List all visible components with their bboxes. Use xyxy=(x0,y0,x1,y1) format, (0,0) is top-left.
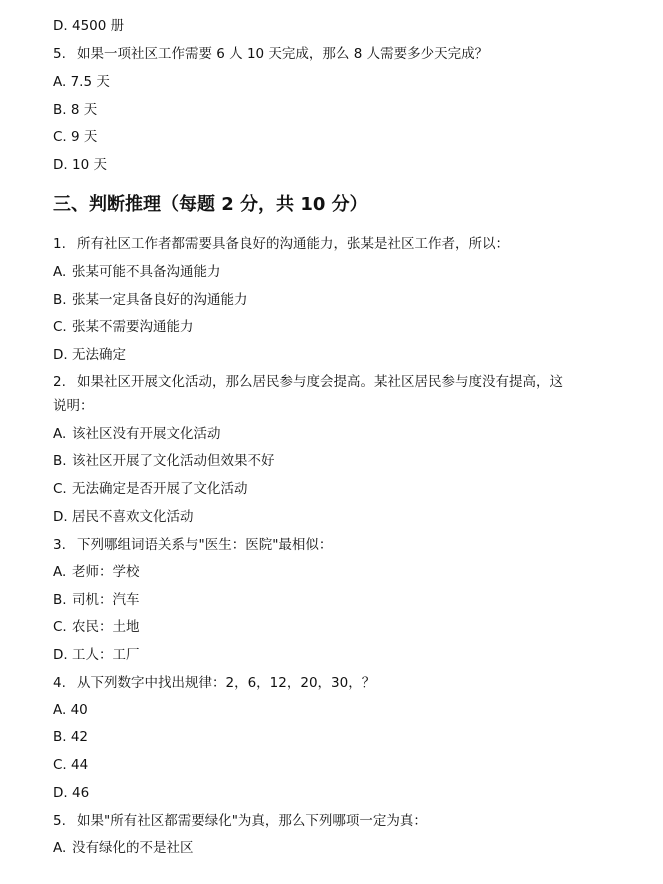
option-text: 居民不喜欢文化活动 xyxy=(72,509,194,525)
question-number: 3. xyxy=(53,537,66,553)
option-letter: A. xyxy=(53,264,67,280)
option-letter: B. xyxy=(53,592,67,608)
option-c xyxy=(53,480,248,498)
option-text: 张某不需要沟通能力 xyxy=(72,319,194,335)
option-text: 张某可能不具备沟通能力 xyxy=(72,264,221,280)
question-number: 1. xyxy=(53,236,66,252)
question-1 xyxy=(53,235,509,253)
option-a xyxy=(53,425,221,443)
option-text: 该社区开展了文化活动但效果不好 xyxy=(72,453,275,469)
question-5 xyxy=(53,45,488,63)
question-number: 5. xyxy=(53,813,66,829)
option-text: 司机：汽车 xyxy=(72,592,140,608)
option-d xyxy=(53,346,126,364)
option-text: 无法确定是否开展了文化活动 xyxy=(72,481,248,497)
option-d: D. 46 xyxy=(53,785,90,801)
question-text: 所有社区工作者都需要具备良好的沟通能力，张某是社区工作者，所以： xyxy=(77,236,509,252)
option-letter: C. xyxy=(53,619,67,635)
option-letter: C. xyxy=(53,319,67,335)
option-letter: B. xyxy=(53,453,67,469)
option-c xyxy=(53,618,140,636)
option-d xyxy=(53,646,140,664)
option-text: 该社区没有开展文化活动 xyxy=(72,426,221,442)
option-b: B. 42 xyxy=(53,729,89,745)
option-text: 老师：学校 xyxy=(72,564,140,580)
option-d: D. 10 天 xyxy=(53,157,107,173)
option-letter: B. xyxy=(53,292,67,308)
option-letter: D. xyxy=(53,347,68,363)
option-a xyxy=(53,263,221,281)
question-2-continuation: 说明： xyxy=(53,398,94,414)
option-text: 张某一定具备良好的沟通能力 xyxy=(72,292,248,308)
option-a: A. 7.5 天 xyxy=(53,74,110,90)
option-letter: A. xyxy=(53,840,67,856)
option-letter: C. xyxy=(53,481,67,497)
section-heading: 三、判断推理（每题 2 分，共 10 分） xyxy=(53,194,368,215)
option-b xyxy=(53,291,248,309)
question-text: 下列哪组词语关系与"医生：医院"最相似： xyxy=(77,537,333,553)
option-letter: A. xyxy=(53,564,67,580)
option-c xyxy=(53,318,194,336)
question-5 xyxy=(53,812,427,830)
question-text: 从下列数字中找出规律：2，6，12，20，30，？ xyxy=(77,675,376,691)
option-d xyxy=(53,508,194,526)
question-text: 如果一项社区工作需要 6 人 10 天完成，那么 8 人需要多少天完成？ xyxy=(77,46,489,62)
option-b xyxy=(53,452,275,470)
option-text: 没有绿化的不是社区 xyxy=(72,840,194,856)
question-number: 5. xyxy=(53,46,66,62)
option-c: C. 44 xyxy=(53,757,89,773)
option-b xyxy=(53,591,140,609)
question-number: 4. xyxy=(53,675,66,691)
option-text: 工人：工厂 xyxy=(72,647,140,663)
option-d: D. 4500 册 xyxy=(53,18,125,34)
option-c: C. 9 天 xyxy=(53,129,98,145)
question-text: 如果社区开展文化活动，那么居民参与度会提高。某社区居民参与度没有提高，这 xyxy=(77,374,563,390)
option-a xyxy=(53,839,194,857)
question-number: 2. xyxy=(53,374,66,390)
option-text: 农民：土地 xyxy=(72,619,140,635)
question-4 xyxy=(53,674,375,692)
option-letter: D. xyxy=(53,647,68,663)
option-a: A. 40 xyxy=(53,702,88,718)
option-letter: D. xyxy=(53,509,68,525)
question-text: 如果"所有社区都需要绿化"为真，那么下列哪项一定为真： xyxy=(77,813,427,829)
question-3 xyxy=(53,536,332,554)
question-2 xyxy=(53,373,563,391)
option-text: 无法确定 xyxy=(72,347,126,363)
option-letter: A. xyxy=(53,426,67,442)
option-b: B. 8 天 xyxy=(53,102,98,118)
option-a xyxy=(53,563,140,581)
